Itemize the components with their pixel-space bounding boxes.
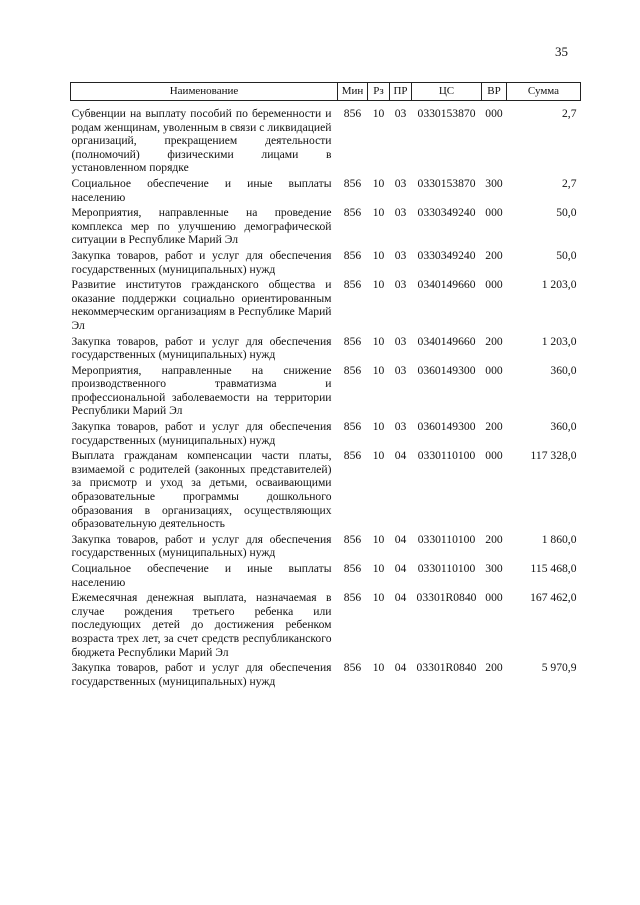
row-cs-cell: 0330349240 <box>417 248 476 262</box>
row-vr-cell: 000 <box>485 107 503 120</box>
table-row <box>71 661 581 690</box>
table-row <box>71 177 581 206</box>
row-vr-cell: 000 <box>485 278 503 292</box>
table-row <box>71 591 581 661</box>
row-vr-cell: 300 <box>485 176 503 190</box>
row-min-cell: 856 <box>343 206 362 220</box>
row-vr-cell: 000 <box>485 449 503 463</box>
row-rz-cell: 10 <box>372 334 385 348</box>
row-rz-cell: 10 <box>372 278 385 292</box>
header-min: Мин <box>338 83 368 101</box>
header-name: Наименование <box>71 83 338 101</box>
header-vr: ВР <box>482 83 507 101</box>
table-row <box>71 562 581 591</box>
table-row <box>71 206 581 249</box>
row-vr-cell: 000 <box>485 363 503 377</box>
row-rz-cell: 10 <box>372 107 385 120</box>
row-sum-cell: 1 860,0 <box>541 532 577 546</box>
row-vr-cell: 000 <box>485 591 503 605</box>
row-min-cell: 856 <box>343 661 362 675</box>
table-row <box>71 101 581 177</box>
table-row <box>71 335 581 364</box>
row-min-cell: 856 <box>343 176 362 190</box>
row-min-cell: 856 <box>343 107 362 120</box>
row-pr-cell: 03 <box>394 363 407 377</box>
row-rz-cell: 10 <box>372 363 385 377</box>
row-rz-cell: 10 <box>372 591 385 605</box>
row-cs-cell: 03301R0840 <box>416 591 477 605</box>
row-name-cell: Закупка товаров, работ и услуг для обеспечения государственных (муниципальных) нужд <box>71 661 332 688</box>
row-pr-cell: 04 <box>394 449 407 463</box>
page-number: 35 <box>555 44 568 59</box>
row-name-cell: Закупка товаров, работ и услуг для обеспечения государственных (муниципальных) нужд <box>71 420 332 447</box>
row-sum-cell: 1 203,0 <box>541 334 577 348</box>
row-min-cell: 856 <box>343 420 362 434</box>
row-sum-cell: 1 203,0 <box>541 278 577 292</box>
row-pr-cell: 04 <box>394 591 407 605</box>
row-name-cell: Закупка товаров, работ и услуг для обеспечения государственных (муниципальных) нужд <box>71 248 332 276</box>
row-name-cell: Закупка товаров, работ и услуг для обеспечения государственных (муниципальных) нужд <box>71 334 332 362</box>
row-pr-cell: 04 <box>394 562 407 575</box>
row-rz-cell: 10 <box>372 661 385 675</box>
row-name-cell: Выплата гражданам компенсации части платы, взимаемой с родителей (законных представителей) за присмотр и уход за детьми, осваивающими образовательные программы дошкольного образования в организациях, осуществляющих образовательную деятельность <box>71 449 332 531</box>
row-sum-cell: 360,0 <box>550 420 577 434</box>
row-cs-cell: 03301R0840 <box>416 661 477 675</box>
row-cs-cell: 0360149300 <box>417 363 476 377</box>
row-rz-cell: 10 <box>372 176 385 190</box>
row-name-cell: Социальное обеспечение и иные выплаты населению <box>71 176 332 204</box>
row-min-cell: 856 <box>343 363 362 377</box>
row-cs-cell: 0330153870 <box>417 176 476 190</box>
row-vr-cell: 200 <box>485 334 503 348</box>
row-rz-cell: 10 <box>372 248 385 262</box>
table-row <box>71 364 581 420</box>
row-sum-cell: 50,0 <box>556 206 577 220</box>
row-rz-cell: 10 <box>372 449 385 463</box>
row-min-cell: 856 <box>343 562 362 575</box>
row-name-cell: Ежемесячная денежная выплата, назначаемая в случае рождения третьего ребенка или последующих детей до достижения ребенком возраста трех лет, за счет средств республиканского бюджета Республики Марий Эл <box>71 591 332 659</box>
row-cs-cell: 0330349240 <box>417 206 476 220</box>
row-pr-cell: 03 <box>394 107 407 120</box>
budget-table <box>70 82 581 690</box>
row-vr-cell: 000 <box>485 206 503 220</box>
row-vr-cell: 200 <box>485 532 503 546</box>
row-min-cell: 856 <box>343 278 362 292</box>
row-pr-cell: 03 <box>394 420 407 434</box>
row-name-cell: Субвенции на выплату пособий по беременности и родам женщинам, уволенным в связи с ликвидацией организаций, прекращением деятельности (полномочий) физическими лицами в установленном порядке <box>71 107 332 175</box>
row-pr-cell: 04 <box>394 661 407 675</box>
table-row <box>71 420 581 449</box>
header-pr: ПР <box>390 83 412 101</box>
row-pr-cell: 03 <box>394 334 407 348</box>
row-pr-cell: 03 <box>394 248 407 262</box>
row-min-cell: 856 <box>343 532 362 546</box>
header-sum: Сумма <box>507 83 581 101</box>
row-vr-cell: 200 <box>485 420 503 434</box>
row-sum-cell: 2,7 <box>562 176 577 190</box>
row-pr-cell: 03 <box>394 206 407 220</box>
row-name-cell: Социальное обеспечение и иные выплаты населению <box>71 562 332 589</box>
row-sum-cell: 50,0 <box>556 248 577 262</box>
row-min-cell: 856 <box>343 248 362 262</box>
row-sum-cell: 360,0 <box>550 363 577 377</box>
row-rz-cell: 10 <box>372 562 385 575</box>
row-sum-cell: 117 328,0 <box>530 449 577 463</box>
row-cs-cell: 0330110100 <box>417 532 476 546</box>
table-row <box>71 249 581 278</box>
row-min-cell: 856 <box>343 334 362 348</box>
row-pr-cell: 03 <box>394 278 407 292</box>
row-min-cell: 856 <box>343 449 362 463</box>
row-rz-cell: 10 <box>372 532 385 546</box>
row-name-cell: Развитие институтов гражданского общества и оказание поддержки социально ориентированным некоммерческим организациям в Республике Марий Эл <box>71 278 332 332</box>
header-cs: ЦС <box>412 83 482 101</box>
table-row <box>71 278 581 334</box>
row-cs-cell: 0330110100 <box>417 562 476 575</box>
row-sum-cell: 5 970,9 <box>541 661 577 675</box>
row-pr-cell: 03 <box>394 176 407 190</box>
row-pr-cell: 04 <box>394 532 407 546</box>
row-cs-cell: 0360149300 <box>417 420 476 434</box>
table-row <box>71 533 581 562</box>
header-rz: Рз <box>368 83 390 101</box>
row-cs-cell: 0340149660 <box>417 334 476 348</box>
table-row <box>71 449 581 533</box>
row-min-cell: 856 <box>343 591 362 605</box>
row-name-cell: Закупка товаров, работ и услуг для обеспечения государственных (муниципальных) нужд <box>71 532 332 560</box>
row-sum-cell: 2,7 <box>562 107 577 120</box>
row-sum-cell: 167 462,0 <box>530 591 577 605</box>
row-cs-cell: 0340149660 <box>417 278 476 292</box>
table-header-row <box>71 83 581 101</box>
row-sum-cell: 115 468,0 <box>530 562 577 575</box>
row-name-cell: Мероприятия, направленные на снижение производственного травматизма и профессиональной заболеваемости на территории Республики Марий Эл <box>71 363 332 418</box>
row-name-cell: Мероприятия, направленные на проведение комплекса мер по улучшению демографической ситуации в Республике Марий Эл <box>71 206 332 247</box>
row-vr-cell: 300 <box>485 562 503 575</box>
row-cs-cell: 0330153870 <box>417 107 476 120</box>
row-cs-cell: 0330110100 <box>417 449 476 463</box>
row-rz-cell: 10 <box>372 206 385 220</box>
row-rz-cell: 10 <box>372 420 385 434</box>
row-vr-cell: 200 <box>485 661 503 675</box>
row-vr-cell: 200 <box>485 248 503 262</box>
